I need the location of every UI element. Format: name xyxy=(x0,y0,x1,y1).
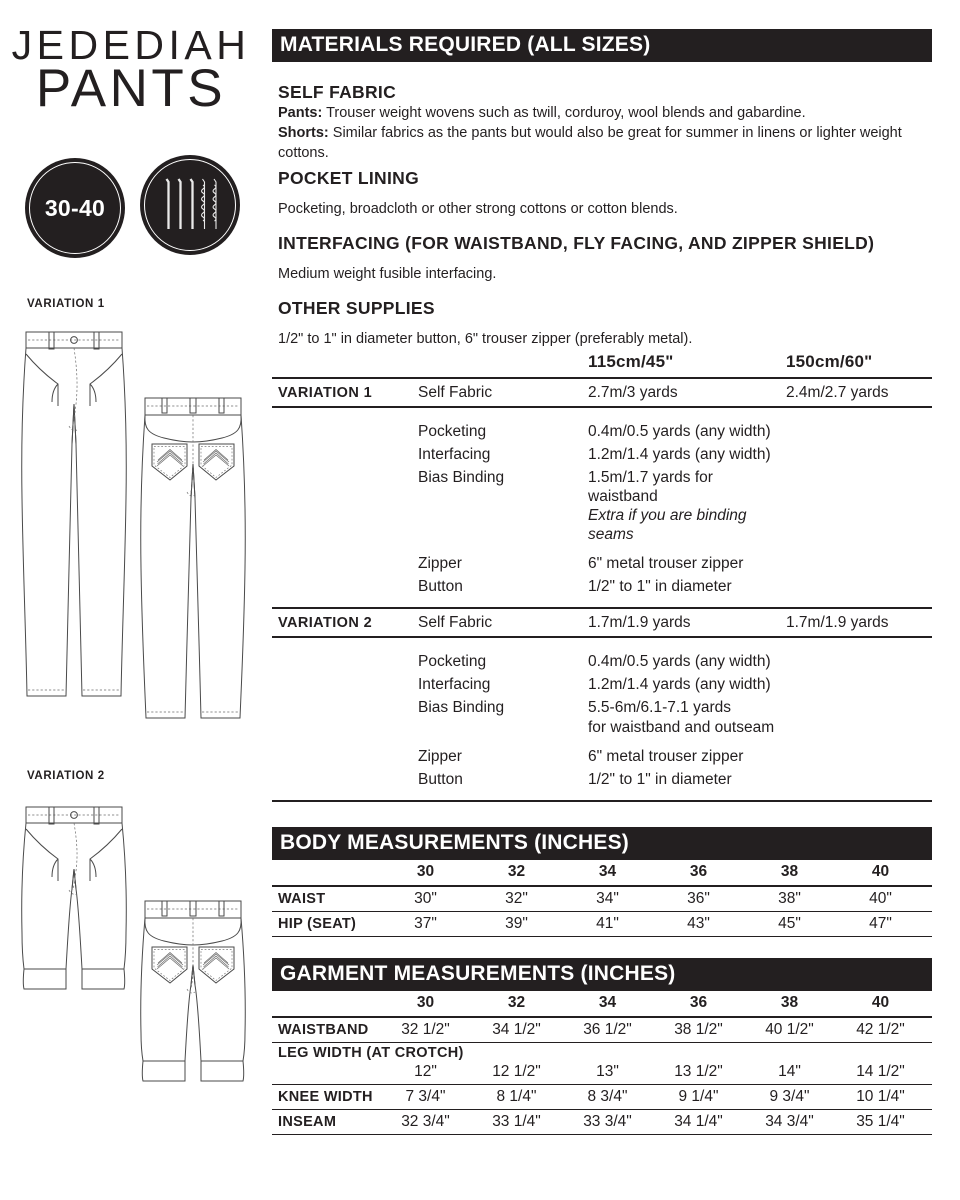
inseam-34: 33 3/4" xyxy=(583,1112,632,1130)
table-row xyxy=(272,1018,932,1042)
knee-width-38: 9 3/4" xyxy=(769,1087,810,1105)
size-range-text: 30-40 xyxy=(44,194,106,221)
fabric-col-header-150: 150cm/60" xyxy=(786,352,873,371)
shorts-front-illustration xyxy=(14,793,134,1008)
waistband-32: 34 1/2" xyxy=(492,1020,541,1038)
self-fabric-shorts-line xyxy=(278,123,928,163)
body-measurements-size-headers xyxy=(272,860,932,885)
garment-measurements-band: GARMENT MEASUREMENTS (INCHES) xyxy=(272,958,932,991)
variation-1-self-fabric-row xyxy=(272,379,932,406)
v1-interfacing-label: Interfacing xyxy=(418,445,491,463)
variation-2-illustration-label: VARIATION 2 xyxy=(27,770,105,782)
garment-size-36: 36 xyxy=(689,993,708,1011)
table-row xyxy=(272,1110,932,1134)
v1-bias-binding-value: 1.5m/1.7 yards for waistband xyxy=(588,469,713,506)
leg-width-34: 13" xyxy=(596,1062,619,1080)
table-row xyxy=(272,466,932,546)
shorts-label: Shorts: xyxy=(278,125,329,141)
garment-size-40: 40 xyxy=(871,993,890,1011)
garment-table-rule-bottom xyxy=(272,1134,932,1135)
variation-1-illustration-label: VARIATION 1 xyxy=(27,298,105,310)
table-row xyxy=(272,912,932,936)
v2-bias-binding-value: 5.5-6m/6.1-7.1 yards xyxy=(588,699,732,717)
table-row xyxy=(272,650,932,673)
waist-34: 34" xyxy=(596,889,619,907)
v1-zipper-value: 6" metal trouser zipper xyxy=(588,555,744,573)
inseam-36: 34 1/4" xyxy=(674,1112,723,1130)
v2-button-value: 1/2" to 1" in diameter xyxy=(588,770,732,788)
v2-bias-binding-note: for waistband and outseam xyxy=(588,718,775,736)
hip-label: HIP (SEAT) xyxy=(278,915,357,932)
table-row xyxy=(272,887,932,911)
v1-button-label: Button xyxy=(418,578,463,596)
left-illustration-column xyxy=(0,0,270,1200)
variation-2-self-fabric-label: Self Fabric xyxy=(418,614,493,632)
leg-width-32: 12 1/2" xyxy=(492,1062,541,1080)
v1-bias-binding-label: Bias Binding xyxy=(418,469,505,487)
garment-size-30: 30 xyxy=(416,993,435,1011)
leg-width-row-group xyxy=(272,1043,932,1084)
variation-2-self-fabric-115: 1.7m/1.9 yards xyxy=(588,614,691,632)
inseam-label: INSEAM xyxy=(278,1113,337,1130)
self-fabric-pants-line xyxy=(278,103,928,123)
materials-required-band: MATERIALS REQUIRED (ALL SIZES) xyxy=(272,29,932,62)
variation-1-self-fabric-150: 2.4m/2.7 yards xyxy=(786,384,889,401)
table-row xyxy=(272,546,932,575)
v1-pocketing-value: 0.4m/0.5 yards (any width) xyxy=(588,422,771,440)
fabric-col-header-115: 115cm/45" xyxy=(588,352,674,371)
waistband-38: 40 1/2" xyxy=(765,1020,814,1038)
variation-1-self-fabric-label: Self Fabric xyxy=(418,384,493,401)
table-row xyxy=(272,1085,932,1109)
waist-label: WAIST xyxy=(278,890,326,907)
fabric-requirements-table xyxy=(272,352,932,802)
pattern-logo xyxy=(0,22,262,119)
garment-measurements-size-headers xyxy=(272,991,932,1016)
fabric-table-rule-bottom xyxy=(272,800,932,802)
waist-40: 40" xyxy=(869,889,892,907)
waist-36: 36" xyxy=(687,889,710,907)
table-row xyxy=(272,673,932,696)
self-fabric-text xyxy=(278,103,928,163)
pocket-lining-text: Pocketing, broadcloth or other strong cottons or cotton blends. xyxy=(278,201,678,217)
size-range-badge xyxy=(25,158,125,258)
v1-pocketing-label: Pocketing xyxy=(418,422,487,440)
garment-size-38: 38 xyxy=(780,993,799,1011)
waist-32: 32" xyxy=(505,889,528,907)
waist-38: 38" xyxy=(778,889,801,907)
logo-line-jedediah: JEDEDIAH xyxy=(11,22,251,68)
body-size-30: 30 xyxy=(416,862,435,880)
leg-width-30: 12" xyxy=(414,1062,437,1080)
hip-30: 37" xyxy=(414,914,437,932)
waistband-36: 38 1/2" xyxy=(674,1020,723,1038)
body-size-40: 40 xyxy=(871,862,890,880)
hip-38: 45" xyxy=(778,914,801,932)
inseam-40: 35 1/4" xyxy=(856,1112,905,1130)
variation-2-name: VARIATION 2 xyxy=(278,615,373,632)
table-row xyxy=(272,739,932,768)
v2-zipper-value: 6" metal trouser zipper xyxy=(588,747,744,765)
table-row xyxy=(272,696,932,738)
variation-1-name: VARIATION 1 xyxy=(278,385,373,401)
interfacing-text: Medium weight fusible interfacing. xyxy=(278,266,497,282)
table-row xyxy=(272,768,932,791)
other-supplies-heading: OTHER SUPPLIES xyxy=(278,298,435,318)
leg-width-40: 14 1/2" xyxy=(856,1062,905,1080)
needles-icon xyxy=(159,173,221,237)
pocket-lining-heading: POCKET LINING xyxy=(278,168,419,188)
pants-text: Trouser weight wovens such as twill, corduroy, wool blends and gabardine. xyxy=(322,105,806,121)
v2-zipper-label: Zipper xyxy=(418,747,462,765)
table-row xyxy=(272,443,932,466)
variation-1-detail-rows xyxy=(272,408,932,599)
v2-bias-binding-label: Bias Binding xyxy=(418,699,505,717)
knee-width-40: 10 1/4" xyxy=(856,1087,905,1105)
variation-2-self-fabric-150: 1.7m/1.9 yards xyxy=(786,614,889,632)
body-measurements-band: BODY MEASUREMENTS (INCHES) xyxy=(272,827,932,860)
v1-button-value: 1/2" to 1" in diameter xyxy=(588,578,732,596)
pants-back-illustration xyxy=(132,388,254,743)
knee-width-36: 9 1/4" xyxy=(678,1087,719,1105)
waist-30: 30" xyxy=(414,889,437,907)
inseam-38: 34 3/4" xyxy=(765,1112,814,1130)
knee-width-30: 7 3/4" xyxy=(405,1087,446,1105)
garment-size-32: 32 xyxy=(507,993,526,1011)
shorts-back-illustration xyxy=(132,893,254,1088)
knee-width-34: 8 3/4" xyxy=(587,1087,628,1105)
waistband-30: 32 1/2" xyxy=(401,1020,450,1038)
shorts-text: Similar fabrics as the pants but would also be great for summer in linens or lighter weight cottons. xyxy=(278,125,902,161)
self-fabric-heading: SELF FABRIC xyxy=(278,82,397,102)
hip-40: 47" xyxy=(869,914,892,932)
badge-group xyxy=(22,155,252,261)
waistband-40: 42 1/2" xyxy=(856,1020,905,1038)
fabric-table-column-headers xyxy=(272,352,932,377)
v1-interfacing-value: 1.2m/1.4 yards (any width) xyxy=(588,445,771,463)
table-row xyxy=(272,420,932,443)
body-size-32: 32 xyxy=(507,862,526,880)
other-supplies-text: 1/2" to 1" in diameter button, 6" trouser zipper (preferably metal). xyxy=(278,331,693,347)
v2-button-label: Button xyxy=(418,770,463,788)
logo-line-pants: PANTS xyxy=(35,59,227,119)
inseam-32: 33 1/4" xyxy=(492,1112,541,1130)
knee-width-32: 8 1/4" xyxy=(496,1087,537,1105)
leg-width-38: 14" xyxy=(778,1062,801,1080)
body-size-36: 36 xyxy=(689,862,708,880)
body-table-rule-bottom xyxy=(272,936,932,937)
leg-width-36: 13 1/2" xyxy=(674,1062,723,1080)
garment-size-34: 34 xyxy=(598,993,617,1011)
garment-measurements-table xyxy=(272,958,932,1135)
v2-pocketing-value: 0.4m/0.5 yards (any width) xyxy=(588,653,771,671)
waistband-label: WAISTBAND xyxy=(278,1021,369,1038)
v2-interfacing-value: 1.2m/1.4 yards (any width) xyxy=(588,676,771,694)
body-measurements-table xyxy=(272,827,932,937)
table-row xyxy=(272,575,932,598)
table-row xyxy=(272,1062,932,1082)
hip-34: 41" xyxy=(596,914,619,932)
v1-bias-binding-note: Extra if you are binding seams xyxy=(588,507,747,544)
v1-zipper-label: Zipper xyxy=(418,555,462,573)
leg-width-label: LEG WIDTH (AT CROTCH) xyxy=(278,1044,464,1061)
pants-front-illustration xyxy=(14,318,134,738)
v2-interfacing-label: Interfacing xyxy=(418,676,491,694)
variation-1-self-fabric-115: 2.7m/3 yards xyxy=(588,384,678,401)
hip-32: 39" xyxy=(505,914,528,932)
knee-width-label: KNEE WIDTH xyxy=(278,1088,373,1105)
v2-pocketing-label: Pocketing xyxy=(418,653,487,671)
needles-badge xyxy=(140,155,240,255)
waistband-34: 36 1/2" xyxy=(583,1020,632,1038)
variation-2-detail-rows xyxy=(272,638,932,790)
hip-36: 43" xyxy=(687,914,710,932)
body-size-34: 34 xyxy=(598,862,617,880)
body-size-38: 38 xyxy=(780,862,799,880)
pants-label: Pants: xyxy=(278,105,323,121)
interfacing-heading: INTERFACING (FOR WAISTBAND, FLY FACING, AND ZIPPER SHIELD) xyxy=(278,233,875,253)
variation-2-self-fabric-row xyxy=(272,609,932,636)
inseam-30: 32 3/4" xyxy=(401,1112,450,1130)
